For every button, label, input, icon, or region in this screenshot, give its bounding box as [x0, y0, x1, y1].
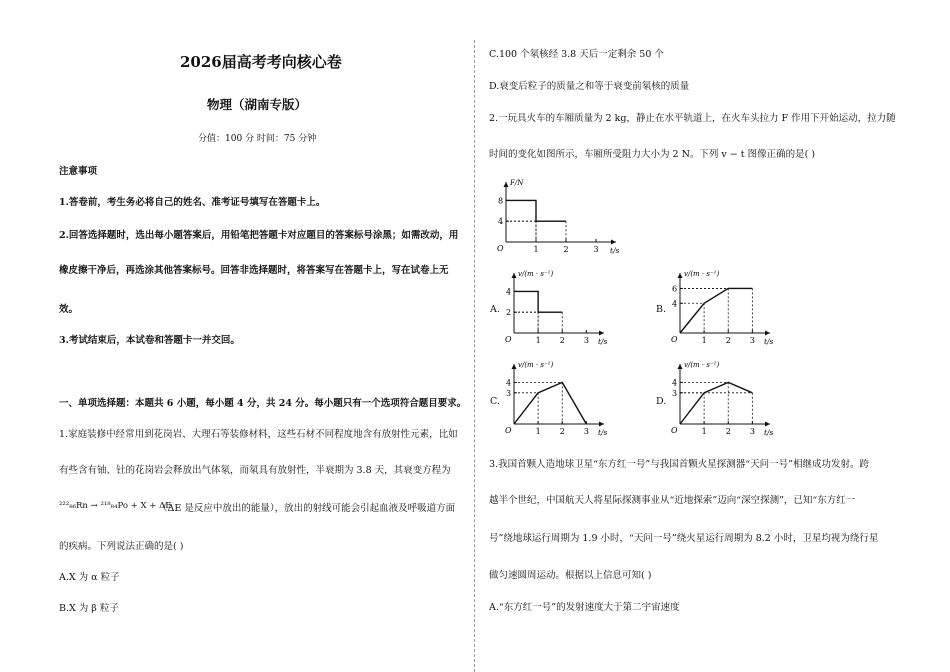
origin-label: O: [505, 426, 512, 435]
q3-line: 越半个世纪，中国航天人将星际探测事业从“近地探索”迈向“深空探测”，已知“东方红一: [489, 495, 856, 506]
q3-line: 做匀速圆周运动。根据以上信息可知( ): [489, 570, 652, 581]
y-tick-label: 3: [672, 388, 678, 398]
y-axis-label: v/(m · s⁻¹): [684, 361, 720, 369]
x-tick-label: 2: [559, 427, 565, 436]
option-a-label: A.: [490, 304, 500, 315]
y-tick-label: 2: [506, 308, 512, 318]
q2-line: 时间的变化如图所示，车厢所受阻力大小为 2 N。下列 v − t 图像正确的是( ): [489, 149, 816, 160]
y-axis-arrow: [678, 273, 683, 278]
x-tick-label: 1: [701, 427, 707, 436]
note-item: 3.考试结束后，本试卷和答题卡一并交回。: [59, 335, 240, 346]
origin-label: O: [505, 335, 512, 344]
x-axis-label: t/s: [610, 246, 620, 255]
note-item: 2.回答选择题时，选出每小题答案后，用铅笔把答题卡对应题目的答案标号涂黑；如需改动，用: [59, 230, 459, 241]
x-tick-label: 2: [725, 336, 731, 345]
option-c-graph: [498, 358, 618, 440]
y-tick-label: 4: [506, 287, 512, 297]
option-b-label: B.: [656, 304, 667, 315]
y-axis-label: v/(m · s⁻¹): [684, 270, 720, 278]
series-line: [680, 288, 752, 333]
note-item: 效。: [59, 304, 79, 315]
q1-line: 有些含有铀、钍的花岗岩会释放出气体氡，而氡具有放射性，半衰期为 3.8 天，其衰变方程为: [59, 465, 451, 476]
y-tick-label: 4: [672, 378, 678, 388]
x-tick-label: 2: [559, 336, 565, 345]
x-axis-arrow: [599, 422, 604, 427]
exam-title: 2026届高考考向核心卷: [180, 53, 342, 71]
q1-line: 的疾病。下列说法正确的是( ): [59, 541, 184, 552]
q3-option-a: A.“东方红一号”的发射速度大于第二宇宙速度: [489, 602, 680, 613]
y-axis-arrow: [512, 364, 517, 369]
x-axis-arrow: [599, 331, 604, 336]
x-tick-label: 2: [725, 427, 731, 436]
y-tick-label: 4: [672, 299, 678, 309]
x-tick-label: 3: [749, 427, 755, 436]
y-tick-label: 6: [672, 284, 678, 294]
note-item: 1.答卷前，考生务必将自己的姓名、准考证号填写在答题卡上。: [59, 197, 326, 208]
series-line: [514, 382, 586, 424]
x-axis-label: t/s: [598, 428, 608, 437]
q1-equation: ²²²₈₆Rn → ²¹⁸₈₄Po + X + ΔE: [59, 501, 172, 511]
x-tick-label: 2: [563, 245, 569, 254]
q2-line: 2.一玩具火车的车厢质量为 2 kg，静止在水平轨道上，在火车头拉力 F 作用下开始运动，拉力随: [489, 113, 896, 124]
y-tick-label: 4: [506, 378, 512, 388]
q1-line: （ΔE 是反应中放出的能量），放出的射线可能会引起血液及呼吸道方面: [158, 503, 456, 514]
q3-line: 号”绕地球运行周期为 1.9 小时，“天问一号”绕火星运行周期为 8.2 小时，卫星均视为绕行星: [489, 533, 879, 544]
origin-label: O: [497, 244, 504, 253]
y-tick-label: 3: [506, 388, 512, 398]
note-item: 橡皮擦干净后，再选涂其他答案标号。回答非选择题时，将答案写在答题卡上，写在试卷上无: [59, 265, 449, 276]
x-tick-label: 1: [535, 427, 541, 436]
y-axis-arrow: [512, 273, 517, 278]
exam-subject: 物理（湖南专版）: [207, 97, 308, 112]
x-axis-label: t/s: [598, 337, 608, 346]
x-tick-label: 1: [535, 336, 541, 345]
x-tick-label: 3: [583, 427, 589, 436]
q3-line: 3.我国首颗人造地球卫星“东方红一号”与我国首颗火星探测器“天问一号”相继成功发射。跨: [489, 459, 869, 470]
x-axis-arrow: [611, 240, 616, 245]
q1-option-c: C.100 个氡核经 3.8 天后一定剩余 50 个: [489, 49, 664, 60]
option-c-label: C.: [490, 396, 500, 407]
y-axis-label: F/N: [510, 179, 524, 187]
x-axis-label: t/s: [764, 428, 774, 437]
y-tick-label: 4: [498, 217, 504, 227]
option-b-graph: [664, 267, 784, 349]
series-line: [680, 382, 752, 424]
y-axis-label: v/(m · s⁻¹): [518, 270, 554, 278]
notes-heading: 注意事项: [59, 166, 98, 177]
x-tick-label: 3: [583, 336, 589, 345]
q1-option-d: D.衰变后粒子的质量之和等于衰变前氡核的质量: [489, 81, 690, 92]
origin-label: O: [671, 335, 678, 344]
series-line: [506, 200, 566, 221]
column-divider: [474, 40, 475, 672]
x-tick-label: 3: [749, 336, 755, 345]
option-d-graph: [664, 358, 784, 440]
series-line: [514, 291, 562, 312]
y-axis-arrow: [504, 182, 509, 187]
score-time: 分值：100 分 时间：75 分钟: [198, 134, 317, 144]
x-tick-label: 3: [593, 245, 599, 254]
option-a-graph: [498, 267, 618, 349]
x-tick-label: 1: [701, 336, 707, 345]
x-tick-label: 1: [533, 245, 539, 254]
x-axis-arrow: [765, 331, 770, 336]
origin-label: O: [671, 426, 678, 435]
y-axis-label: v/(m · s⁻¹): [518, 361, 554, 369]
x-axis-arrow: [765, 422, 770, 427]
x-axis-label: t/s: [764, 337, 774, 346]
option-d-label: D.: [656, 396, 667, 407]
q1-option-a: A.X 为 α 粒子: [59, 572, 120, 583]
q1-option-b: B.X 为 β 粒子: [59, 603, 119, 614]
y-tick-label: 8: [498, 196, 504, 206]
q1-line: 1.家庭装修中经常用到花岗岩、大理石等装修材料，这些石材不同程度地含有放射性元素，比如: [59, 429, 458, 440]
force-time-graph: [490, 176, 630, 258]
section-heading: 一、单项选择题：本题共 6 小题，每小题 4 分，共 24 分。每小题只有一个选项符合题目要求。: [59, 398, 467, 409]
y-axis-arrow: [678, 364, 683, 369]
